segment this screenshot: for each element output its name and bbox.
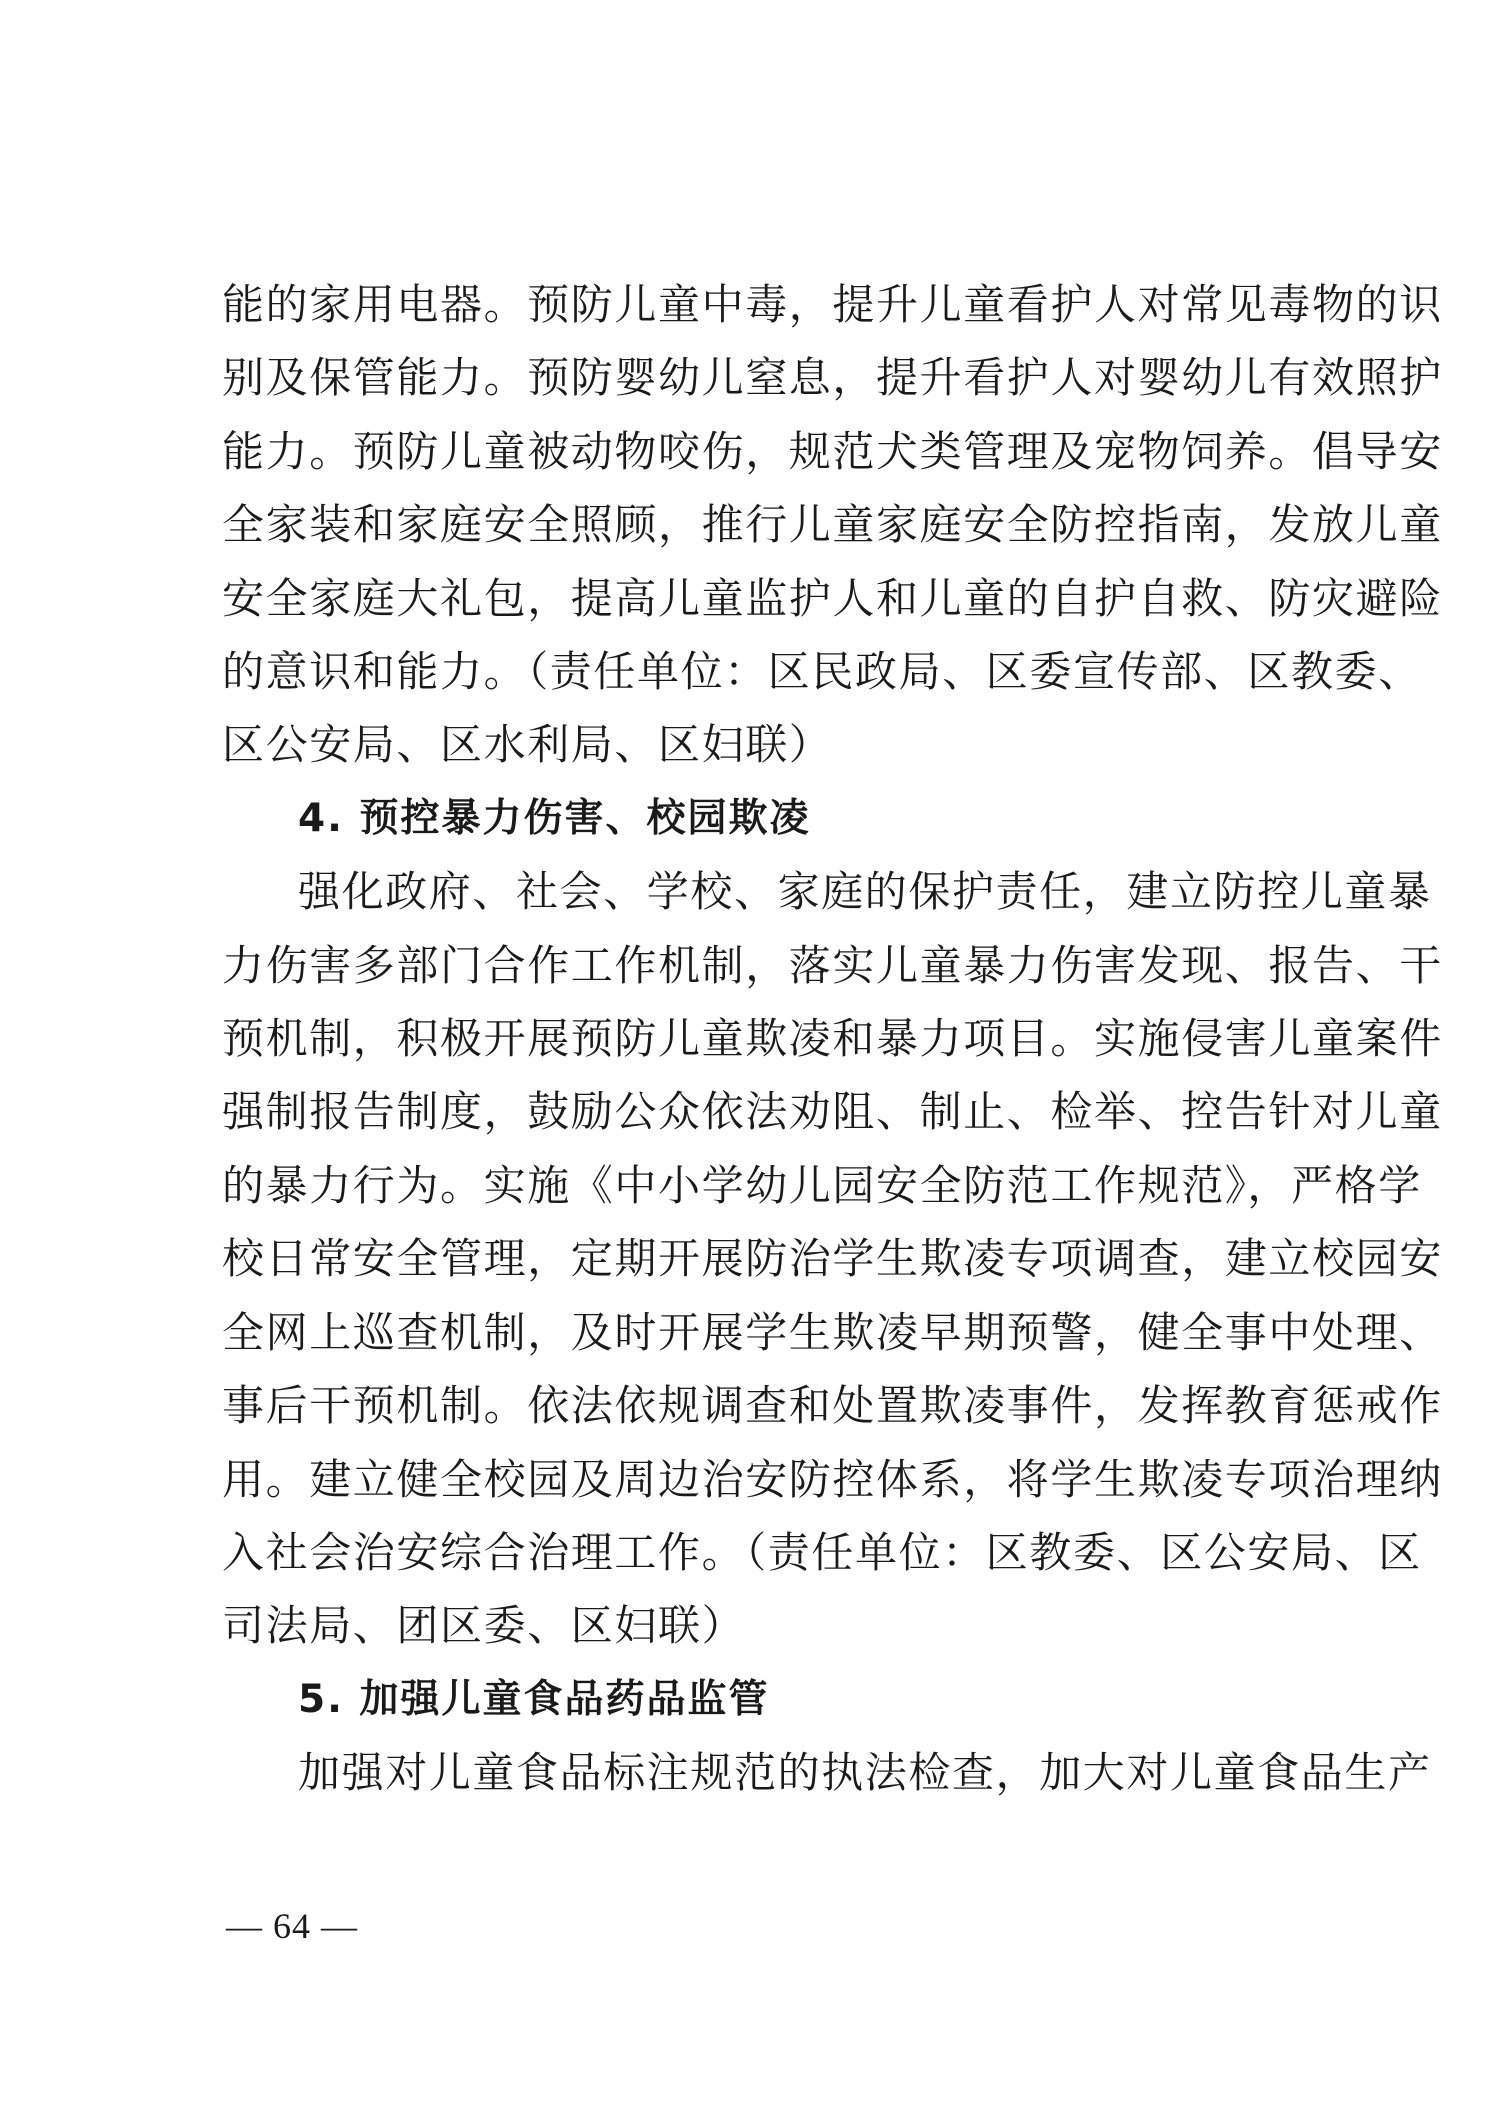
text-line: 的暴力行为。实施《中小学幼儿园安全防范工作规范》，严格学 [222, 1160, 1422, 1210]
page-number: — 64 — [226, 1906, 358, 1946]
text-line: 全网上巡查机制，及时开展学生欺凌早期预警，健全事中处理、 [222, 1307, 1443, 1357]
text-line: 别及保管能力。预防婴幼儿窒息，提升看护人对婴幼儿有效照护 [222, 353, 1443, 403]
section-heading-4: 4. 预控暴力伤害、校园欺凌 [298, 795, 811, 841]
text-line: 加强对儿童食品标注规范的执法检查，加大对儿童食品生产 [298, 1748, 1432, 1798]
text-line: 力伤害多部门合作工作机制，落实儿童暴力伤害发现、报告、干 [222, 940, 1443, 990]
text-line: 预机制，积极开展预防儿童欺凌和暴力项目。实施侵害儿童案件 [222, 1014, 1443, 1064]
text-line: 校日常安全管理，定期开展防治学生欺凌专项调查，建立校园安 [222, 1234, 1443, 1284]
text-line: 全家装和家庭安全照顾，推行儿童家庭安全防控指南，发放儿童 [222, 500, 1443, 550]
text-line: 用。建立健全校园及周边治安防控体系，将学生欺凌专项治理纳 [222, 1454, 1443, 1504]
paragraph-home-safety [222, 268, 1443, 782]
paragraph-violence-bullying [222, 855, 1443, 1662]
text-line: 的意识和能力。（责任单位：区民政局、区委宣传部、区教委、 [222, 647, 1422, 697]
text-line: 区公安局、区水利局、区妇联） [222, 720, 833, 770]
text-line: 能的家用电器。预防儿童中毒，提升儿童看护人对常见毒物的识 [222, 280, 1443, 329]
text-line: 事后干预机制。依法依规调查和处置欺凌事件，发挥教育惩戒作 [222, 1381, 1443, 1431]
text-line: 入社会治安综合治理工作。（责任单位：区教委、区公安局、区 [222, 1527, 1422, 1577]
text-line: 强制报告制度，鼓励公众依法劝阻、制止、检举、控告针对儿童 [222, 1087, 1443, 1137]
text-line: 强化政府、社会、学校、家庭的保护责任，建立防控儿童暴 [298, 867, 1432, 917]
document-body [222, 268, 1443, 1810]
paragraph-food-drug [222, 1736, 1432, 1809]
text-line: 安全家庭大礼包，提高儿童监护人和儿童的自护自救、防灾避险 [222, 573, 1443, 623]
section-heading-5: 5. 加强儿童食品药品监管 [298, 1676, 770, 1722]
text-line: 司法局、团区委、区妇联） [222, 1601, 746, 1651]
text-line: 能力。预防儿童被动物咬伤，规范犬类管理及宠物饲养。倡导安 [222, 426, 1443, 476]
